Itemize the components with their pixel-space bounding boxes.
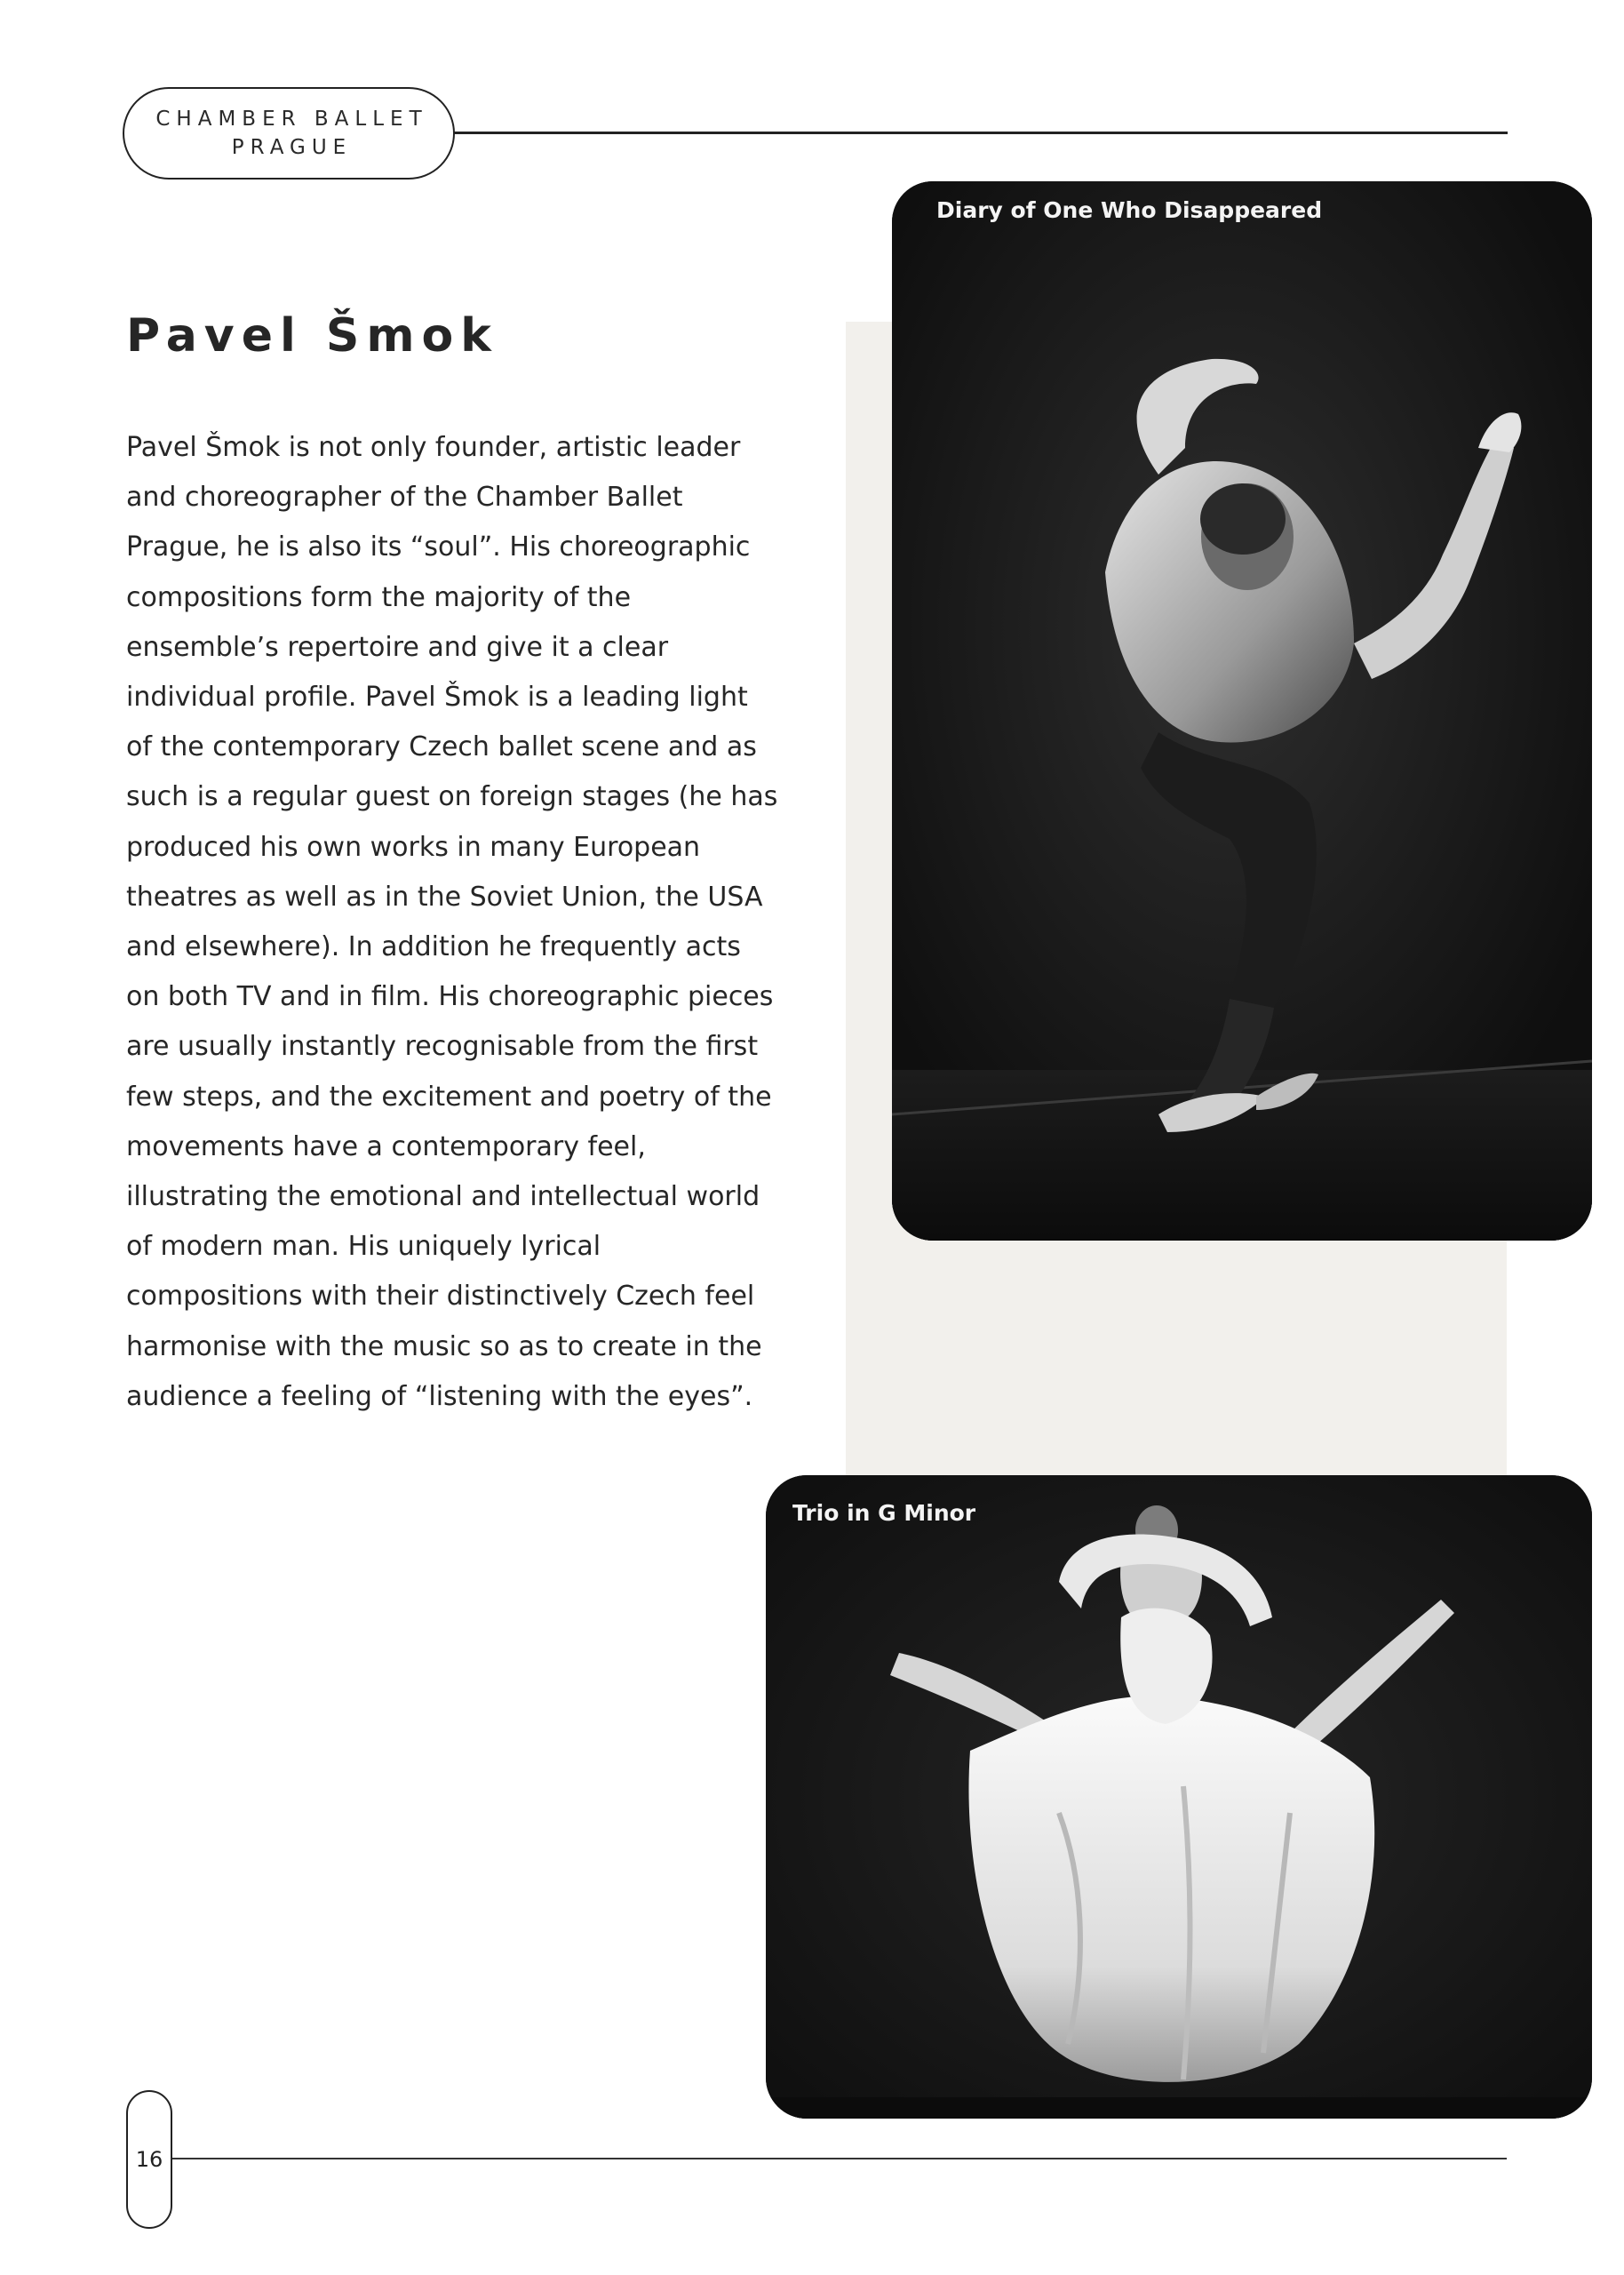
photo-diary xyxy=(892,181,1592,1241)
body-line: on both TV and in film. His choreographic pieces xyxy=(126,981,774,1013)
body-line: and choreographer of the Chamber Ballet xyxy=(126,482,683,514)
page-number: 16 xyxy=(135,2147,163,2172)
body-line: compositions form the majority of the xyxy=(126,581,632,613)
body-line: of the contemporary Czech ballet scene and as xyxy=(126,731,757,763)
body-line: Pavel Šmok is not only founder, artistic leader xyxy=(126,432,741,463)
photo-trio-caption: Trio in G Minor xyxy=(792,1500,976,1526)
dancer-photo xyxy=(892,181,1592,1241)
body-line: few steps, and the excitement and poetry of the xyxy=(126,1081,772,1113)
article-body xyxy=(126,423,810,1422)
body-line: and elsewhere). In addition he frequently acts xyxy=(126,931,741,963)
dancers-photo xyxy=(766,1475,1592,2119)
body-line: such is a regular guest on foreign stages (he has xyxy=(126,781,778,813)
body-line: Prague, he is also its “soul”. His choreographic xyxy=(126,531,751,563)
body-line: harmonise with the music so as to create in the xyxy=(126,1330,762,1362)
body-line: theatres as well as in the Soviet Union, the USA xyxy=(126,881,763,913)
body-line: audience a feeling of “listening with the eyes”. xyxy=(126,1380,753,1412)
body-line: produced his own works in many European xyxy=(126,831,701,863)
body-line: movements have a contemporary feel, xyxy=(126,1130,646,1162)
header-divider xyxy=(449,132,1508,134)
header-line-2: PRAGUE xyxy=(231,136,353,159)
body-line: compositions with their distinctively Czech feel xyxy=(126,1281,755,1313)
photo-diary-caption: Diary of One Who Disappeared xyxy=(936,197,1323,223)
photo-trio xyxy=(766,1475,1592,2119)
body-line: ensemble’s repertoire and give it a clear xyxy=(126,631,669,663)
footer-divider xyxy=(171,2158,1507,2159)
header-line-1: CHAMBER BALLET xyxy=(155,108,428,131)
body-line: of modern man. His uniquely lyrical xyxy=(126,1231,601,1263)
body-line: individual profile. Pavel Šmok is a leading light xyxy=(126,682,748,714)
body-line: illustrating the emotional and intellectual world xyxy=(126,1181,760,1213)
header-badge xyxy=(123,87,455,180)
body-line: are usually instantly recognisable from the first xyxy=(126,1031,759,1063)
page-number-badge xyxy=(126,2090,172,2229)
page-title: Pavel Šmok xyxy=(126,309,498,363)
